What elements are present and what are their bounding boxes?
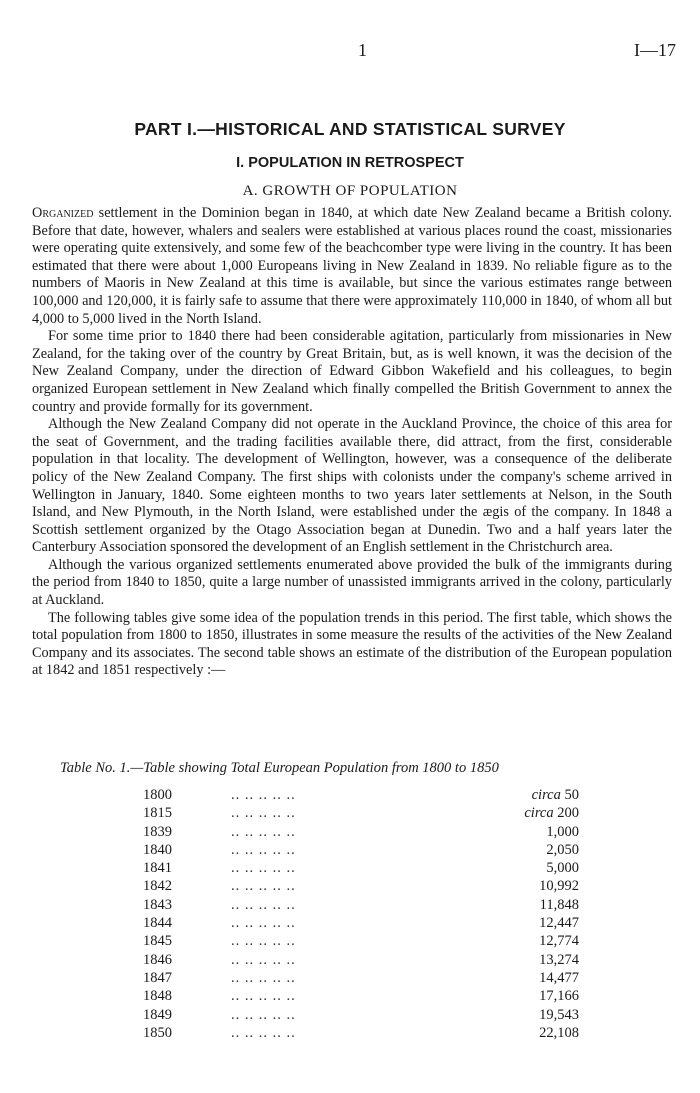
population-value: 50 [564,787,579,803]
leader-dots: .. .. .. .. .. [231,896,296,913]
population-value: 14,477 [539,969,579,986]
paragraph [32,610,672,680]
leader-dots: .. .. .. .. .. [231,933,296,950]
population-cell [539,988,579,1005]
table-row [131,988,591,1006]
leader-dots: .. .. .. .. .. [231,823,296,840]
leader-dots: .. .. .. .. .. [231,841,296,858]
year-cell: 1841 [143,860,172,877]
leader-dots: .. .. .. .. .. [231,878,296,895]
paragraph [32,557,672,610]
year-cell: 1815 [143,805,172,822]
table-caption [60,760,499,777]
body-text [32,205,672,680]
population-cell [539,878,579,895]
population-cell [539,970,579,987]
year-cell: 1846 [143,951,172,968]
population-value: 17,166 [539,988,579,1005]
population-value: 2,050 [546,841,579,858]
table-row [131,1025,591,1043]
leader-dots: .. .. .. .. .. [231,1006,296,1023]
table-row [131,860,591,878]
population-value: 19,543 [539,1006,579,1023]
table-row [131,805,591,823]
section-title: I. POPULATION IN RETROSPECT [236,155,464,171]
leader-dots: .. .. .. .. .. [231,988,296,1005]
paragraph [32,205,672,328]
table-row [131,915,591,933]
year-cell: 1800 [143,787,172,803]
year-cell: 1848 [143,988,172,1005]
qualifier: circa [531,787,561,803]
population-cell [539,952,579,969]
population-value: 11,848 [539,896,579,913]
population-value: 13,274 [539,951,579,968]
table-row [131,952,591,970]
year-cell: 1845 [143,933,172,950]
year-cell: 1844 [143,915,172,932]
paragraph-text: settlement in the Dominion began in 1840, at which date New Zealand became a British colony. Before that date, however, whalers and sealers were established at various places round the coast, missionaries were operating quite extensively, and some few of the beachcomber type were living in the country. It has been estimated that there were about 1,000 Europeans living in New Zealand in 1839. No reliable figure as to the numbers of Maoris in New Zealand at this time is available, but since the various estimates range between 100,000 and 120,000, it is fairly safe to assume that there were approximately 110,000 in 1840, of whom all but 4,000 to 5,000 lived in the North Island. [32,205,672,327]
population-cell [546,842,579,859]
paragraph-text: Although the various organized settlements enumerated above provided the bulk of the immigrants during the period from 1840 to 1850, quite a large number of unassisted immigrants arrived in the colony, particularly at Auckland. [32,556,672,609]
population-cell [532,787,579,804]
table-row [131,933,591,951]
population-value: 12,774 [539,933,579,950]
table-row [131,824,591,842]
table-row [131,897,591,915]
page-number: 1 [358,40,367,60]
population-cell [524,805,579,822]
population-value: 1,000 [546,823,579,840]
table-row [131,787,591,805]
subsection-title: A. GROWTH OF POPULATION [242,183,458,199]
qualifier: circa [524,805,554,822]
year-cell: 1840 [143,841,172,858]
population-cell [539,1025,579,1042]
population-cell [539,1007,579,1024]
paragraph-text: The following tables give some idea of the population trends in this period. The first table, which shows the total population from 1800 to 1850, illustrates in some measure the results of the activities of the New Zealand Company and its associates. The second table shows an estimate of the distribution of the European population at 1842 and 1851 respectively :— [32,609,672,679]
year-cell: 1849 [143,1006,172,1023]
table-caption-dash: — [130,760,144,776]
leader-dots: .. .. .. .. .. [231,805,296,822]
table-row [131,878,591,896]
population-value: 200 [557,805,579,822]
population-value: 5,000 [546,860,579,877]
population-value: 22,108 [539,1024,579,1041]
leader-dots: .. .. .. .. .. [231,951,296,968]
part-title: PART I.—HISTORICAL AND STATISTICAL SURVEY [134,119,566,139]
table-row [131,970,591,988]
population-value: 10,992 [539,878,579,895]
leader-dots: .. .. .. .. .. [231,860,296,877]
population-cell [546,824,579,841]
population-cell [546,860,579,877]
leader-dots: .. .. .. .. .. [231,915,296,932]
table-row [131,1007,591,1025]
paragraph-lead: Organized [32,205,94,221]
table-caption-text: Table showing Total European Population from 1800 to 1850 [143,760,499,776]
leader-dots: .. .. .. .. .. [231,1024,296,1041]
year-cell: 1843 [143,896,172,913]
population-table [131,787,591,1043]
population-cell [539,933,579,950]
year-cell: 1850 [143,1024,172,1041]
paragraph-text: For some time prior to 1840 there had been considerable agitation, particularly from missionaries in New Zealand, for the taking over of the country by Great Britain, but, as is well known, it was the decision of the New Zealand Company, under the direction of Edward Gibbon Wakefield and his colleagues, to begin organized European settlement in New Zealand which finally compelled the British Government to annex the country and provide formally for its government. [32,328,672,415]
page-reference: I—17 [634,40,676,60]
leader-dots: .. .. .. .. .. [231,969,296,986]
table-caption-prefix: Table No. 1. [60,760,131,776]
population-value: 12,447 [539,915,579,932]
year-cell: 1842 [143,878,172,895]
paragraph [32,416,672,557]
year-cell: 1839 [143,823,172,840]
leader-dots: .. .. .. .. .. [231,787,296,803]
year-cell: 1847 [143,969,172,986]
population-cell [539,915,579,932]
paragraph [32,328,672,416]
page-header [0,40,700,64]
paragraph-text: Although the New Zealand Company did not operate in the Auckland Province, the choice of this area for the seat of Government, and the trading facilities available there, did attract, from the first, considerable population in that locality. The development of Wellington, however, was a consequence of the deliberate policy of the New Zealand Company. The first ships with colonists under the company's scheme arrived in Wellington in January, 1840. Some eighteen months to two years later settlements at Nelson, in the South Island, and New Plymouth, in the North Island, were established under the ægis of the company. In 1848 a Scottish settlement organized by the Otago Association began at Dunedin. Two and a half years later the Canterbury Association sponsored the development of an English settlement in the Christchurch area. [32,416,672,556]
population-cell [540,897,579,914]
table-row [131,842,591,860]
